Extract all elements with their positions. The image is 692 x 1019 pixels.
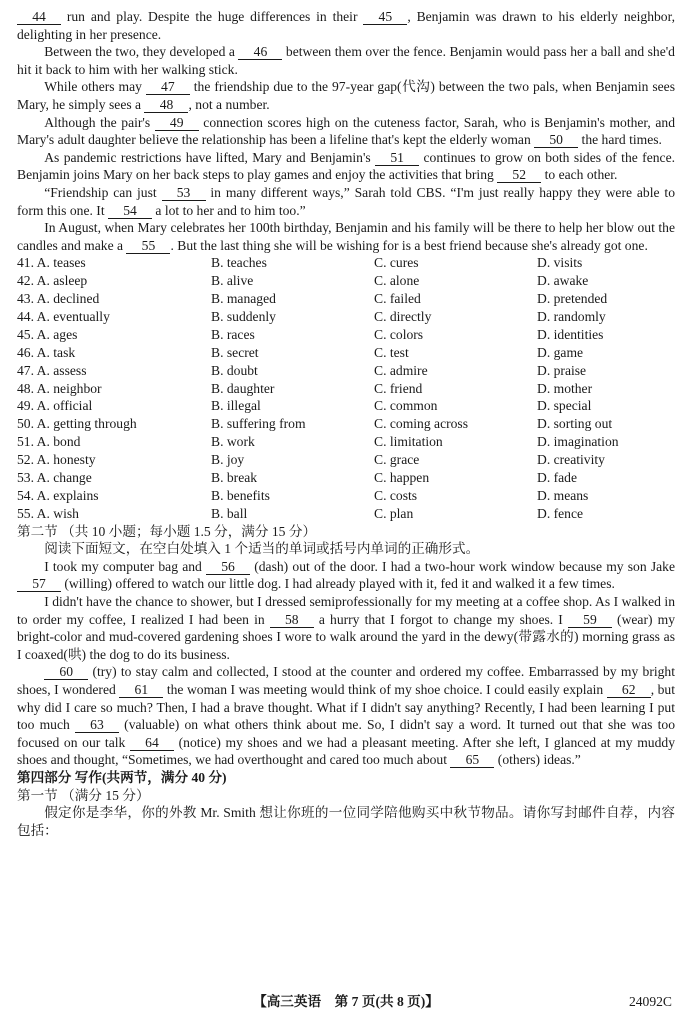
option-d: D. randomly xyxy=(537,308,606,324)
paragraph xyxy=(17,43,675,78)
option-c: C. friend xyxy=(374,380,423,396)
option-d: D. imagination xyxy=(537,434,619,450)
text: between them over the fence. Benjamin would pass her a ball and she'd hit it back to him with her walking stick. xyxy=(17,44,675,77)
option-c: C. colors xyxy=(374,326,424,342)
grammar-passage xyxy=(17,558,675,769)
option-c: C. common xyxy=(374,398,438,414)
option-b: B. ball xyxy=(211,505,248,521)
text: While others may xyxy=(44,79,146,95)
option-b: B. suffering from xyxy=(211,416,306,432)
page-footer xyxy=(0,992,692,1012)
option-c: C. admire xyxy=(374,362,428,378)
option-d: D. fence xyxy=(537,505,584,521)
text: continues to grow on both sides of the fence. Benjamin joins Mary on her back steps to play games and enjoy the activities that bring xyxy=(17,149,675,183)
option-b: B. races xyxy=(211,326,255,342)
page-number: 【高三英语 第 7 页(共 8 页)】 xyxy=(253,994,439,1009)
text: , Benjamin was drawn to his elderly neighbor, delighting in her presence. xyxy=(17,9,675,42)
text: connection scores high on the cuteness factor, Sarah, who is Benjamin's mother, and Mary's adult daughter believe the relationship has been a lifeline that's kept the elderly woman xyxy=(17,114,676,148)
option-c: C. coming across xyxy=(374,416,469,432)
blank-47: 47 xyxy=(146,79,190,95)
option-b: B. suddenly xyxy=(211,308,276,324)
option-a: 42. A. asleep xyxy=(17,273,88,289)
paragraph xyxy=(17,593,675,663)
text: (willing) offered to watch our little dog. I had already played with it, fed it and walked it a few times. xyxy=(61,576,615,592)
blank-58: 58 xyxy=(270,612,314,628)
blank-61: 61 xyxy=(119,682,163,698)
option-d: D. means xyxy=(537,487,589,503)
option-a: 43. A. declined xyxy=(17,291,100,307)
part-title: 第四部分 写作(共两节，满分 40 分) xyxy=(17,769,227,785)
option-b: B. break xyxy=(211,470,258,485)
text: a lot to her and to him too.” xyxy=(152,202,306,218)
text: (others) ideas.” xyxy=(494,752,581,768)
text: a hurry that I forgot to change my shoes. I xyxy=(313,611,568,627)
paragraph xyxy=(17,184,675,219)
text: In August, when Mary celebrates her 100th birthday, Benjamin and his family will be there to help her blow out the candles and make a xyxy=(17,220,675,253)
blank-44: 44 xyxy=(17,9,61,25)
section-title: 第二节 （共 10 小题；每小题 1.5 分，满分 15 分） xyxy=(17,523,317,539)
option-a: 44. A. eventually xyxy=(17,308,110,324)
option-a: 49. A. official xyxy=(17,398,93,414)
option-row xyxy=(17,326,675,344)
option-b: B. work xyxy=(211,434,255,450)
option-row xyxy=(17,254,675,272)
option-a: 51. A. bond xyxy=(17,434,81,450)
text: in many different ways,” Sarah told CBS. “I'm just really happy they were able to form this one. It xyxy=(17,184,675,218)
paragraph xyxy=(17,663,675,769)
option-c: C. limitation xyxy=(374,434,443,450)
text: the hard times. xyxy=(578,132,662,148)
option-b: B. managed xyxy=(211,291,276,307)
option-c: C. test xyxy=(374,344,409,360)
option-b: B. teaches xyxy=(211,255,267,271)
option-a: 52. A. honesty xyxy=(17,452,96,468)
writing-prompt: 假定你是李华，你的外教 Mr. Smith 想让你班的一位同学陪他购买中秋节物品。请你写封邮件自荐，内容包括： xyxy=(17,805,675,838)
option-d: D. special xyxy=(537,398,592,414)
option-a: 55. A. wish xyxy=(17,505,79,521)
option-d: D. identities xyxy=(537,326,604,342)
text: to each other. xyxy=(541,167,618,183)
text: , not a number. xyxy=(188,96,270,112)
option-row xyxy=(17,344,675,362)
option-row xyxy=(17,397,675,415)
answer-options xyxy=(17,254,675,522)
text: run and play. Despite the huge differences in their xyxy=(61,9,364,24)
blank-45: 45 xyxy=(363,9,407,25)
option-d: D. awake xyxy=(537,273,589,289)
option-a: 47. A. assess xyxy=(17,362,87,378)
blank-60: 60 xyxy=(44,664,88,680)
option-row xyxy=(17,451,675,469)
option-c: C. cures xyxy=(374,255,419,271)
option-c: C. happen xyxy=(374,470,430,485)
option-row xyxy=(17,272,675,290)
option-a: 50. A. getting through xyxy=(17,416,137,432)
option-d: D. pretended xyxy=(537,291,608,307)
blank-57: 57 xyxy=(17,576,61,592)
blank-64: 64 xyxy=(130,735,174,751)
text: I took my computer bag and xyxy=(44,558,207,574)
option-b: B. benefits xyxy=(211,487,270,503)
text: . But the last thing she will be wishing for is a best friend because she's already got one. xyxy=(170,237,648,253)
blank-63: 63 xyxy=(75,717,119,733)
paragraph xyxy=(17,114,675,149)
paragraph xyxy=(17,558,675,593)
text: (wear) my bright-color and mud-covered gardening shoes I wore to walk around the yard in the dewy(带露水的) morning grass as I coaxed(哄) the dog to do its business. xyxy=(17,611,675,662)
option-row xyxy=(17,290,675,308)
option-d: D. fade xyxy=(537,470,578,485)
paragraph xyxy=(17,78,675,113)
option-b: B. secret xyxy=(211,344,259,360)
blank-53: 53 xyxy=(162,185,206,201)
option-b: B. illegal xyxy=(211,398,261,414)
option-row xyxy=(17,505,675,523)
section-instruction: 阅读下面短文，在空白处填入 1 个适当的单词或括号内单词的正确形式。 xyxy=(44,541,480,557)
blank-56: 56 xyxy=(206,559,250,575)
option-row xyxy=(17,380,675,398)
text: (try) to stay calm and collected, I stood at the counter and ordered my coffee. Embarrassed by my bright shoes, I wondered xyxy=(17,664,675,698)
blank-59: 59 xyxy=(568,612,612,628)
blank-49: 49 xyxy=(155,115,199,131)
option-b: B. joy xyxy=(211,452,245,468)
text: I didn't have the chance to shower, but I dressed semiprofessionally for my meeting at a coffee shop. As I walked in to order my coffee, I realized I had been in xyxy=(17,594,675,627)
option-d: D. creativity xyxy=(537,452,605,468)
option-c: C. alone xyxy=(374,273,420,289)
text: As pandemic restrictions have lifted, Mary and Benjamin's xyxy=(44,149,376,165)
text: Although the pair's xyxy=(44,114,155,130)
blank-46: 46 xyxy=(238,44,282,60)
blank-48: 48 xyxy=(144,97,188,113)
option-b: B. alive xyxy=(211,273,254,289)
text: the friendship due to the 97-year gap(代沟) between the two pals, when Benjamin sees Mary, he simply sees a xyxy=(17,79,675,112)
text: (notice) my shoes and we had a pleasant meeting. After she left, I glanced at my muddy shoes and thought, “Sometimes, we had overthought and cared too much about xyxy=(17,734,675,768)
option-a: 54. A. explains xyxy=(17,487,99,503)
option-c: C. failed xyxy=(374,291,421,307)
section-title: 第一节 （满分 15 分） xyxy=(17,787,150,803)
paragraph xyxy=(17,149,675,184)
text: “Friendship can just xyxy=(44,184,162,200)
option-a: 46. A. task xyxy=(17,344,76,360)
option-a: 48. A. neighbor xyxy=(17,380,102,396)
option-b: B. doubt xyxy=(211,362,258,378)
option-row xyxy=(17,487,675,505)
exam-code: 24092C xyxy=(628,994,672,1009)
option-row xyxy=(17,433,675,451)
option-row xyxy=(17,415,675,433)
paragraph xyxy=(17,8,675,43)
option-row xyxy=(17,362,675,380)
blank-54: 54 xyxy=(108,203,152,219)
text: Between the two, they developed a xyxy=(44,44,239,60)
text: the woman I was meeting would think of my shoe choice. I could easily explain xyxy=(163,682,607,698)
blank-51: 51 xyxy=(375,150,419,166)
blank-50: 50 xyxy=(534,132,578,148)
option-d: D. mother xyxy=(537,380,593,396)
option-d: D. game xyxy=(537,344,584,360)
option-d: D. sorting out xyxy=(537,416,613,432)
option-d: D. visits xyxy=(537,255,583,271)
option-c: C. grace xyxy=(374,452,420,468)
text: (dash) out of the door. I had a two-hour work window because my son Jake xyxy=(250,558,675,574)
option-a: 41. A. teases xyxy=(17,255,86,271)
text: , but why did I care so much? Then, I had a brave thought. What if I didn't say anything? Recently, I had been learning I put too much xyxy=(17,682,675,733)
option-c: C. plan xyxy=(374,505,414,521)
option-c: C. directly xyxy=(374,308,432,324)
option-a: 53. A. change xyxy=(17,470,92,485)
option-b: B. daughter xyxy=(211,380,275,396)
option-row xyxy=(17,469,675,487)
text: (valuable) on what others think about me. So, I didn't say a word. It turned out that she was too focused on our talk xyxy=(17,717,675,750)
paragraph xyxy=(17,219,675,254)
cloze-passage xyxy=(17,8,675,254)
blank-52: 52 xyxy=(497,167,541,183)
blank-55: 55 xyxy=(126,238,170,254)
option-a: 45. A. ages xyxy=(17,326,78,342)
blank-62: 62 xyxy=(607,682,651,698)
option-c: C. costs xyxy=(374,487,418,503)
blank-65: 65 xyxy=(450,752,494,768)
option-d: D. praise xyxy=(537,362,587,378)
option-row xyxy=(17,308,675,326)
